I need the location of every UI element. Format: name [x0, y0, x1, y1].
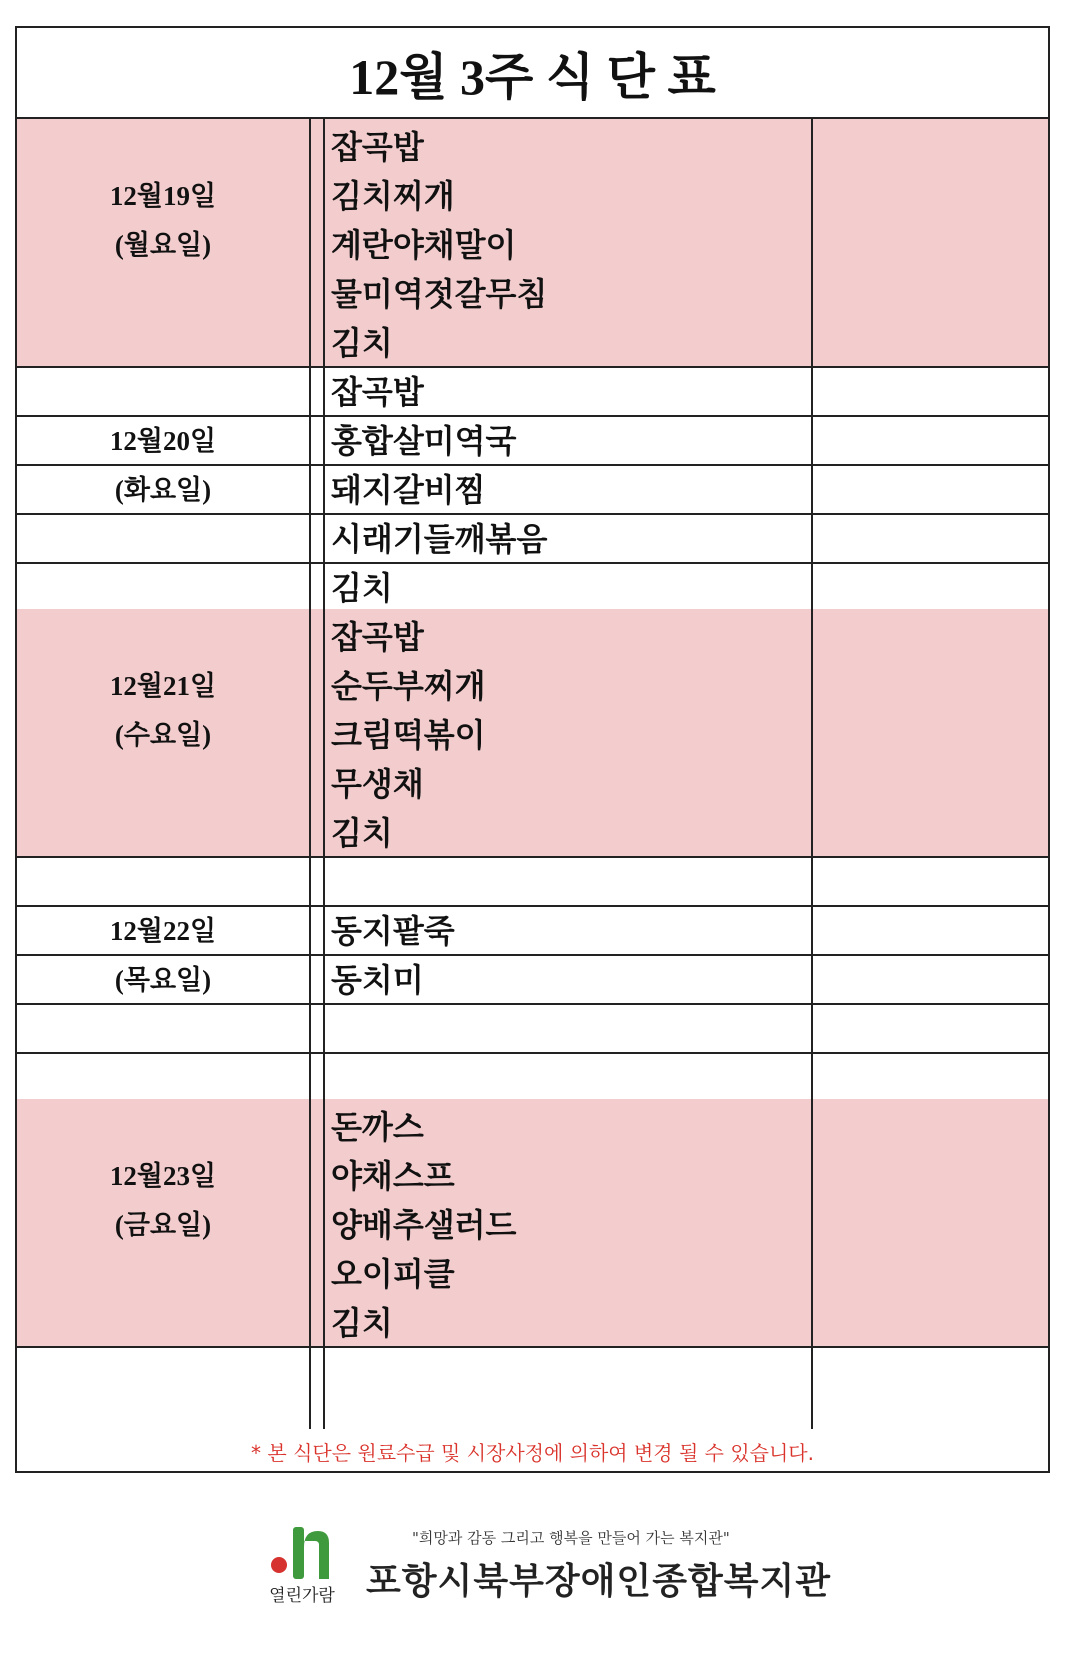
menu-row: [17, 1050, 1048, 1103]
menu-item: 순두부찌개: [331, 666, 486, 705]
menu-row: [17, 462, 1048, 515]
logo-dot: [271, 1557, 287, 1573]
menu-item: 홍합살미역국: [331, 421, 517, 460]
date-label: 12월23일: [109, 1161, 217, 1191]
menu-item: 시래기들깨볶음: [331, 519, 548, 558]
menu-row: [17, 854, 1048, 907]
menu-item: 잡곡밥: [331, 372, 424, 411]
menu-row: [17, 805, 1048, 858]
row-label: [17, 609, 309, 660]
menu-table: [15, 26, 1050, 1473]
page-title: 12월 3주 식 단 표: [17, 28, 1048, 119]
menu-item: 돼지갈비찜: [331, 470, 486, 509]
row-label: [17, 266, 309, 317]
menu-item: [327, 854, 811, 905]
row-label: [17, 560, 309, 611]
menu-row: [17, 1197, 1048, 1250]
menu-row: [17, 560, 1048, 613]
menu-row: [17, 1001, 1048, 1054]
menu-item: 계란야채말이: [331, 225, 517, 264]
row-label: [17, 315, 309, 366]
logo-arch: [304, 1531, 329, 1579]
organization-name: 포항시북부장애인종합복지관: [366, 1561, 832, 1602]
menu-row: [17, 364, 1048, 417]
row-label: [17, 1001, 309, 1052]
menu-item: 김치찌개: [331, 176, 455, 215]
date-label: 12월22일: [109, 916, 217, 946]
menu-row: [17, 707, 1048, 760]
menu-item: 물미역젓갈무침: [331, 274, 548, 313]
logo-icon: [263, 1517, 333, 1587]
row-label: [17, 756, 309, 807]
logo-stem: [293, 1527, 304, 1579]
row-label: [17, 364, 309, 415]
menu-item: 잡곡밥: [331, 617, 424, 656]
menu-row: [17, 315, 1048, 368]
menu-item: 양배추샐러드: [331, 1205, 517, 1244]
column-divider: [309, 119, 311, 1429]
menu-item: 김치: [331, 568, 393, 607]
weekday-label: (금요일): [114, 1210, 212, 1240]
slogan: "희망과 감동 그리고 행복을 만들어 가는 복지관": [412, 1529, 730, 1547]
menu-item: 무생채: [331, 764, 424, 803]
row-label: [17, 1050, 309, 1101]
menu-row: [17, 609, 1048, 662]
date-label: 12월19일: [109, 181, 217, 211]
menu-item: 돈까스: [331, 1107, 424, 1146]
menu-row: [17, 1295, 1048, 1348]
date-label: 12월20일: [109, 426, 217, 456]
menu-item: 오이피클: [331, 1254, 455, 1293]
menu-row: [17, 903, 1048, 956]
menu-row: [17, 119, 1048, 172]
date-label: 12월21일: [109, 671, 217, 701]
weekday-label: (수요일): [114, 720, 212, 750]
column-divider: [811, 119, 813, 1429]
menu-item: 동지팥죽: [331, 911, 455, 950]
menu-item: 야채스프: [331, 1156, 455, 1195]
menu-row: [17, 1246, 1048, 1299]
row-label: [17, 511, 309, 562]
menu-item: 김치: [331, 813, 393, 852]
menu-row: [17, 217, 1048, 270]
column-divider: [323, 119, 325, 1429]
weekday-label: (화요일): [114, 475, 212, 505]
menu-item: 김치: [331, 323, 393, 362]
menu-item: [327, 1050, 811, 1101]
menu-row: [17, 1148, 1048, 1201]
menu-row: [17, 658, 1048, 711]
menu-row: [17, 511, 1048, 564]
row-label: [17, 805, 309, 856]
weekday-label: (월요일): [114, 230, 212, 260]
menu-item: 김치: [331, 1303, 393, 1342]
row-label: [17, 119, 309, 170]
menu-item: 동치미: [331, 960, 424, 999]
row-label: [17, 1295, 309, 1346]
row-label: [17, 1099, 309, 1150]
weekday-label: (목요일): [114, 965, 212, 995]
menu-item: 크림떡볶이: [331, 715, 486, 754]
menu-item: [327, 1001, 811, 1052]
menu-row: [17, 168, 1048, 221]
row-label: [17, 854, 309, 905]
menu-row: [17, 413, 1048, 466]
menu-item: 잡곡밥: [331, 127, 424, 166]
menu-row: [17, 756, 1048, 809]
menu-row: [17, 266, 1048, 319]
row-label: [17, 1246, 309, 1297]
menu-row: [17, 1099, 1048, 1152]
menu-row: [17, 952, 1048, 1005]
notice-text: * 본 식단은 원료수급 및 시장사정에 의하여 변경 될 수 있습니다.: [251, 1440, 814, 1465]
logo-text: 열린가람: [269, 1586, 335, 1606]
footer: [0, 1505, 1069, 1625]
